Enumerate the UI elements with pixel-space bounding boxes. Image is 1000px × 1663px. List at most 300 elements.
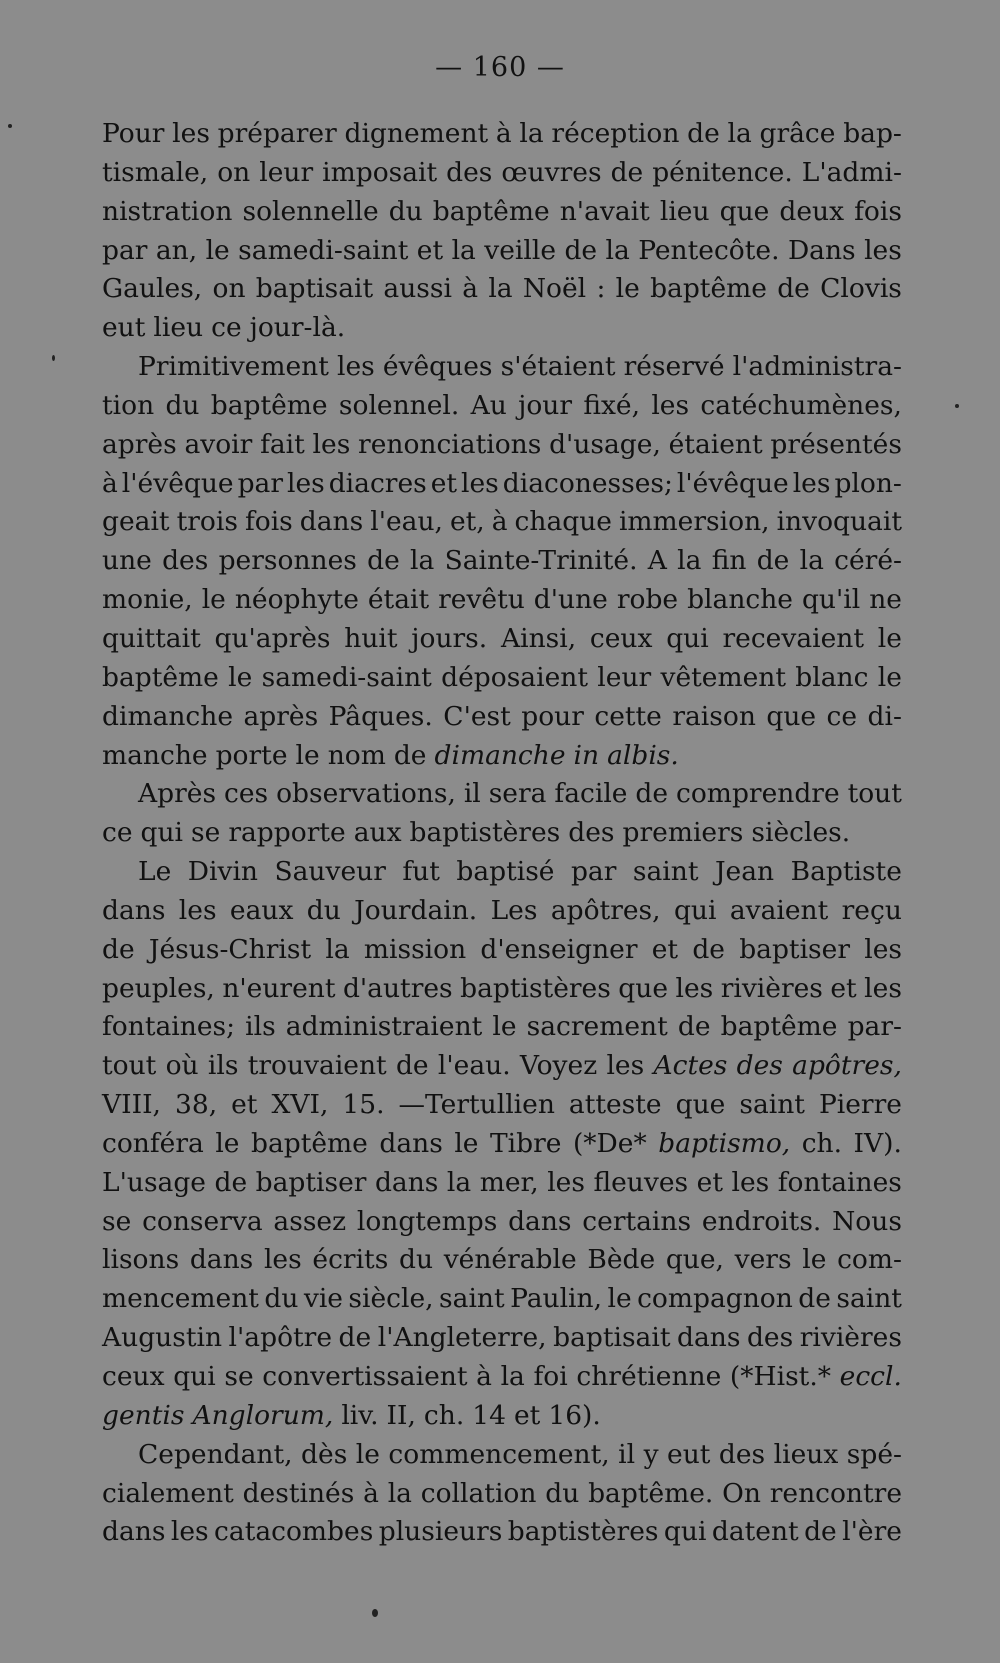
word: la xyxy=(410,545,435,577)
word: Paulin, xyxy=(510,1283,603,1315)
word: et xyxy=(430,467,458,499)
word: dans xyxy=(102,1516,166,1548)
word: l'évêque xyxy=(121,467,234,499)
word: baptistères xyxy=(460,972,611,1004)
word: que xyxy=(675,1089,726,1121)
word: baptême xyxy=(720,1011,838,1043)
word: la xyxy=(677,545,702,577)
word: saint xyxy=(439,1283,505,1315)
word: Les xyxy=(490,894,538,926)
word: les xyxy=(170,1516,209,1548)
word: dès xyxy=(301,1438,348,1470)
word: le xyxy=(607,1283,632,1315)
word: d'une xyxy=(533,584,608,616)
word: Nous xyxy=(832,1205,902,1237)
word: aux xyxy=(353,817,402,849)
word: fut xyxy=(402,856,440,888)
word: et xyxy=(696,1166,723,1198)
word: de xyxy=(677,1011,711,1043)
word: et, xyxy=(449,506,485,538)
word: des xyxy=(746,1322,794,1354)
word: vie xyxy=(303,1283,343,1315)
text-line xyxy=(102,506,902,545)
word: saint xyxy=(739,1089,805,1121)
word: du xyxy=(398,1244,434,1276)
word: pénitence. xyxy=(652,156,793,188)
word: baptiser xyxy=(739,933,850,965)
word: que xyxy=(618,972,669,1004)
word: Au xyxy=(470,389,507,421)
word: ce xyxy=(826,700,858,732)
text-line xyxy=(102,778,902,817)
word: solennel. xyxy=(338,389,460,421)
word: par- xyxy=(847,1011,902,1043)
word: que xyxy=(719,195,770,227)
word: observations, xyxy=(276,778,456,810)
word: de xyxy=(102,933,135,965)
word: saint xyxy=(836,1283,902,1315)
word: jour xyxy=(518,389,573,421)
word: de xyxy=(777,273,810,305)
word: leur xyxy=(597,661,652,693)
word: datent xyxy=(711,1516,799,1548)
italic-word: apôtres, xyxy=(792,1050,902,1082)
word: di- xyxy=(867,700,902,732)
word: il xyxy=(463,778,481,810)
text-line xyxy=(102,1089,902,1128)
word: Pentecôte. xyxy=(638,234,780,266)
word: ces xyxy=(224,778,269,810)
word: Sainte-Trinité. xyxy=(444,545,638,577)
word: Cependant, xyxy=(138,1438,293,1470)
italic-word: Anglorum, xyxy=(192,1399,334,1431)
word: IV). xyxy=(853,1127,902,1159)
word: conserva xyxy=(142,1205,263,1237)
word: 15. xyxy=(342,1089,385,1121)
word: les xyxy=(312,428,351,460)
word: baptême. xyxy=(588,1477,714,1509)
word: la xyxy=(500,1361,525,1392)
word: chrétienne xyxy=(576,1361,722,1392)
word: qu'il xyxy=(801,584,861,616)
word: liv. xyxy=(341,1399,379,1431)
text-line xyxy=(102,157,902,196)
word: de xyxy=(692,933,725,965)
word: la xyxy=(325,933,350,965)
word: dans xyxy=(189,1244,254,1276)
word: après xyxy=(243,700,319,732)
word: veille xyxy=(484,234,557,266)
word: d'usage, xyxy=(549,428,661,460)
word: à xyxy=(476,1361,492,1392)
text-line xyxy=(102,584,902,623)
word: les xyxy=(864,972,902,1004)
word: cialement xyxy=(102,1477,234,1509)
word: vénérable xyxy=(443,1244,577,1276)
word: VIII, xyxy=(102,1089,161,1121)
word: le xyxy=(877,622,902,654)
word: ils xyxy=(207,1050,239,1082)
word: L'admi- xyxy=(801,156,902,188)
word: mission xyxy=(363,933,467,965)
word: que, xyxy=(665,1244,724,1276)
text-line xyxy=(102,235,902,274)
word: dans xyxy=(374,1166,439,1198)
word: C'est xyxy=(443,700,511,732)
word: Ainsi, xyxy=(500,622,577,654)
word: trois xyxy=(176,506,238,538)
word: foi xyxy=(533,1361,568,1392)
word: de xyxy=(756,545,790,577)
word: manche xyxy=(102,739,208,771)
word: dans xyxy=(102,894,166,926)
word: Baptiste xyxy=(790,856,902,888)
word: deux xyxy=(779,195,845,227)
word: Jourdain. xyxy=(354,894,478,926)
word: et xyxy=(231,1089,258,1121)
word: l'eau. xyxy=(437,1050,511,1082)
word: dans xyxy=(508,1205,572,1237)
word: diaconesses; xyxy=(502,467,673,499)
text-line xyxy=(102,1011,902,1050)
word: les xyxy=(336,351,375,383)
word: et xyxy=(651,933,679,965)
word: Divin xyxy=(187,856,258,888)
word: les xyxy=(263,1244,302,1276)
word: du xyxy=(264,1283,299,1315)
word: tout xyxy=(847,778,902,810)
word: baptistères xyxy=(409,817,561,849)
word: siècle, xyxy=(348,1283,434,1315)
word: premiers xyxy=(622,817,744,849)
word: comprendre xyxy=(676,778,840,810)
word: les xyxy=(461,467,499,499)
word: com- xyxy=(837,1244,902,1276)
word: ils xyxy=(245,1011,276,1043)
word: nom xyxy=(327,739,386,771)
word: II, xyxy=(386,1399,416,1431)
text-line xyxy=(102,273,902,312)
word: de xyxy=(804,1516,837,1548)
word: assez xyxy=(273,1205,347,1237)
text-line xyxy=(102,817,902,856)
word: plon- xyxy=(834,467,902,499)
word: le xyxy=(215,1127,240,1159)
text-line xyxy=(102,1244,902,1283)
word: eaux xyxy=(229,894,294,926)
word: Pour xyxy=(102,118,165,149)
text-line xyxy=(102,118,902,157)
word: tion xyxy=(102,389,155,421)
word: préparer xyxy=(217,118,337,149)
word: catéchumènes, xyxy=(700,389,902,421)
text-line xyxy=(102,740,902,779)
word: le xyxy=(492,1011,517,1043)
word: se xyxy=(102,1205,132,1237)
text-line xyxy=(102,1050,902,1089)
word: la xyxy=(446,1166,472,1198)
word: baptême xyxy=(432,195,550,227)
word: de xyxy=(687,118,720,149)
word: Clovis xyxy=(820,273,902,305)
word: Dans xyxy=(787,234,856,266)
ink-speck xyxy=(372,1609,378,1617)
text-line xyxy=(102,1361,902,1400)
word: endroits. xyxy=(701,1205,822,1237)
word: vers xyxy=(734,1244,792,1276)
body-text xyxy=(102,118,902,1555)
word: à xyxy=(102,467,118,499)
word: facile xyxy=(554,778,628,810)
word: s'étaient xyxy=(500,351,616,383)
word: XVI, xyxy=(271,1089,329,1121)
word: eut xyxy=(667,1438,711,1470)
word: lisons xyxy=(102,1244,180,1276)
word: vêtement xyxy=(660,661,786,693)
word: renonciations xyxy=(358,428,542,460)
word: on xyxy=(217,156,251,188)
italic-word: albis. xyxy=(607,739,679,771)
word: plusieurs xyxy=(378,1516,503,1548)
word: (*Hist.* xyxy=(729,1361,832,1392)
word: de xyxy=(393,739,427,771)
word: rapporte xyxy=(228,817,346,849)
word: spé- xyxy=(846,1438,902,1470)
word: du xyxy=(545,1477,580,1509)
word: Primitivement xyxy=(138,351,329,383)
word: jour-là. xyxy=(249,312,346,344)
word: par xyxy=(570,856,617,888)
word: des xyxy=(162,545,209,577)
word: réception xyxy=(551,118,680,149)
word: déposaient xyxy=(441,661,588,693)
word: Bède xyxy=(587,1244,656,1276)
word: le xyxy=(454,1127,479,1159)
word: baptiser xyxy=(255,1166,367,1198)
italic-word: Actes xyxy=(653,1050,728,1082)
word: huit xyxy=(344,622,398,654)
word: dans xyxy=(677,1322,741,1354)
ink-speck xyxy=(8,124,12,128)
text-line xyxy=(102,1322,902,1361)
word: Jésus-Christ xyxy=(148,933,312,965)
word: par xyxy=(102,234,148,266)
word: l'Angleterre, xyxy=(377,1322,547,1354)
word: des xyxy=(446,156,493,188)
word: le xyxy=(802,1244,827,1276)
word: céré- xyxy=(834,545,902,577)
word: baptême xyxy=(650,273,767,305)
word: dimanche xyxy=(102,700,234,732)
word: geait xyxy=(102,506,170,538)
word: écrits xyxy=(312,1244,389,1276)
text-line xyxy=(102,895,902,934)
word: à xyxy=(363,1477,379,1509)
word: an, xyxy=(155,234,198,266)
word: l'administra- xyxy=(732,351,902,383)
word: solennelle xyxy=(242,195,379,227)
word: jours. xyxy=(411,622,488,654)
word: rencontre xyxy=(769,1477,902,1509)
word: y xyxy=(643,1438,659,1470)
word: de xyxy=(564,234,598,266)
word: baptême xyxy=(251,1127,368,1159)
word: par xyxy=(237,467,283,499)
word: tismale, xyxy=(102,156,209,188)
word: revêtu xyxy=(438,584,525,616)
text-line xyxy=(102,701,902,740)
word: évêques xyxy=(382,351,493,383)
text-line xyxy=(102,351,902,390)
italic-word: eccl. xyxy=(839,1361,902,1392)
word: convertissaient xyxy=(262,1361,468,1392)
word: que xyxy=(766,700,817,732)
word: et xyxy=(513,1399,541,1431)
word: Voyez xyxy=(519,1050,598,1082)
word: destinés xyxy=(242,1477,355,1509)
italic-word: des xyxy=(736,1050,783,1082)
word: ch. xyxy=(423,1399,465,1431)
word: le xyxy=(355,1438,380,1470)
word: Pierre xyxy=(818,1089,902,1121)
word: 16). xyxy=(548,1399,601,1431)
word: robe xyxy=(616,584,679,616)
word: de xyxy=(635,778,669,810)
word: réservé xyxy=(623,351,725,383)
italic-word: gentis xyxy=(102,1399,185,1431)
word: la xyxy=(488,273,513,305)
word: ceux xyxy=(102,1361,165,1392)
word: de xyxy=(367,545,400,577)
word: d'autres xyxy=(342,972,453,1004)
word: néophyte xyxy=(234,584,359,616)
word: n'avait xyxy=(559,195,650,227)
word: siècles. xyxy=(751,817,851,849)
word: administraient xyxy=(285,1011,483,1043)
text-line xyxy=(102,390,902,429)
word: recevaient xyxy=(722,622,864,654)
word: pour xyxy=(521,700,584,732)
word: les xyxy=(864,933,902,965)
word: longtemps xyxy=(356,1205,498,1237)
word: les xyxy=(178,894,217,926)
word: Jean xyxy=(714,856,775,888)
word: les xyxy=(172,118,210,149)
word: qui xyxy=(173,1361,216,1392)
word: fin xyxy=(711,545,747,577)
word: certains xyxy=(582,1205,692,1237)
word: la xyxy=(605,234,630,266)
word: après xyxy=(102,428,177,460)
word: qui xyxy=(666,622,709,654)
text-line xyxy=(102,312,902,351)
word: On xyxy=(722,1477,761,1509)
word: de xyxy=(395,1050,429,1082)
word: atteste xyxy=(568,1089,662,1121)
word: à xyxy=(462,273,479,305)
word: trouvaient xyxy=(247,1050,387,1082)
word: 14 xyxy=(472,1399,506,1431)
word: Gaules, xyxy=(102,273,203,305)
word: la xyxy=(727,118,752,149)
word: ch. xyxy=(801,1127,843,1159)
word: du xyxy=(306,894,341,926)
word: ce xyxy=(211,312,242,344)
word: et xyxy=(416,234,444,266)
word: mencement xyxy=(102,1283,259,1315)
text-line xyxy=(102,429,902,468)
word: qu'après xyxy=(214,622,331,654)
word: (*De* xyxy=(572,1127,647,1159)
word: du xyxy=(165,389,200,421)
text-line xyxy=(102,973,902,1012)
word: la xyxy=(519,118,544,149)
word: baptistères xyxy=(507,1516,659,1548)
text-line xyxy=(102,1478,902,1517)
word: invoquait xyxy=(776,506,902,538)
word: peuples, xyxy=(102,972,215,1004)
word: baptême xyxy=(102,661,219,693)
word: mer, xyxy=(479,1166,539,1198)
word: cette xyxy=(594,700,662,732)
word: étaient xyxy=(668,428,763,460)
word: saint xyxy=(632,856,699,888)
word: conféra xyxy=(102,1127,204,1159)
italic-word: in xyxy=(573,739,600,771)
word: qui xyxy=(673,894,717,926)
word: le xyxy=(877,661,902,693)
word: eut xyxy=(102,312,146,344)
word: Noël xyxy=(522,273,587,305)
word: dans xyxy=(299,506,364,538)
word: le xyxy=(201,584,226,616)
word: dans xyxy=(379,1127,443,1159)
word: où xyxy=(165,1050,199,1082)
word: Après xyxy=(138,778,217,810)
word: sacrement xyxy=(526,1011,668,1043)
text-line xyxy=(102,1128,902,1167)
word: commencement, xyxy=(388,1438,610,1470)
word: chaque xyxy=(514,506,612,538)
word: 38, xyxy=(174,1089,218,1121)
word: : xyxy=(596,273,606,305)
word: le xyxy=(228,661,253,693)
word: l'ère xyxy=(842,1516,902,1548)
word: d'enseigner xyxy=(480,933,638,965)
word: se xyxy=(191,817,221,849)
word: les xyxy=(651,389,690,421)
word: l'eau, xyxy=(370,506,443,538)
word: personnes xyxy=(218,545,357,577)
word: samedi-saint xyxy=(261,661,432,693)
ink-speck xyxy=(52,355,55,361)
text-line xyxy=(102,1400,902,1439)
word: la xyxy=(387,1477,412,1509)
word: blanche xyxy=(687,584,793,616)
word: présentés xyxy=(770,428,902,460)
word: blanc xyxy=(795,661,869,693)
word: apôtres, xyxy=(550,894,661,926)
word: baptisait xyxy=(255,273,374,305)
word: de xyxy=(610,156,644,188)
word: aussi xyxy=(383,273,452,305)
word: diacres xyxy=(328,467,427,499)
word: fleuves xyxy=(593,1166,689,1198)
word: de xyxy=(214,1166,248,1198)
word: les xyxy=(547,1166,585,1198)
word: l'apôtre xyxy=(228,1322,333,1354)
word: fait xyxy=(260,428,305,460)
